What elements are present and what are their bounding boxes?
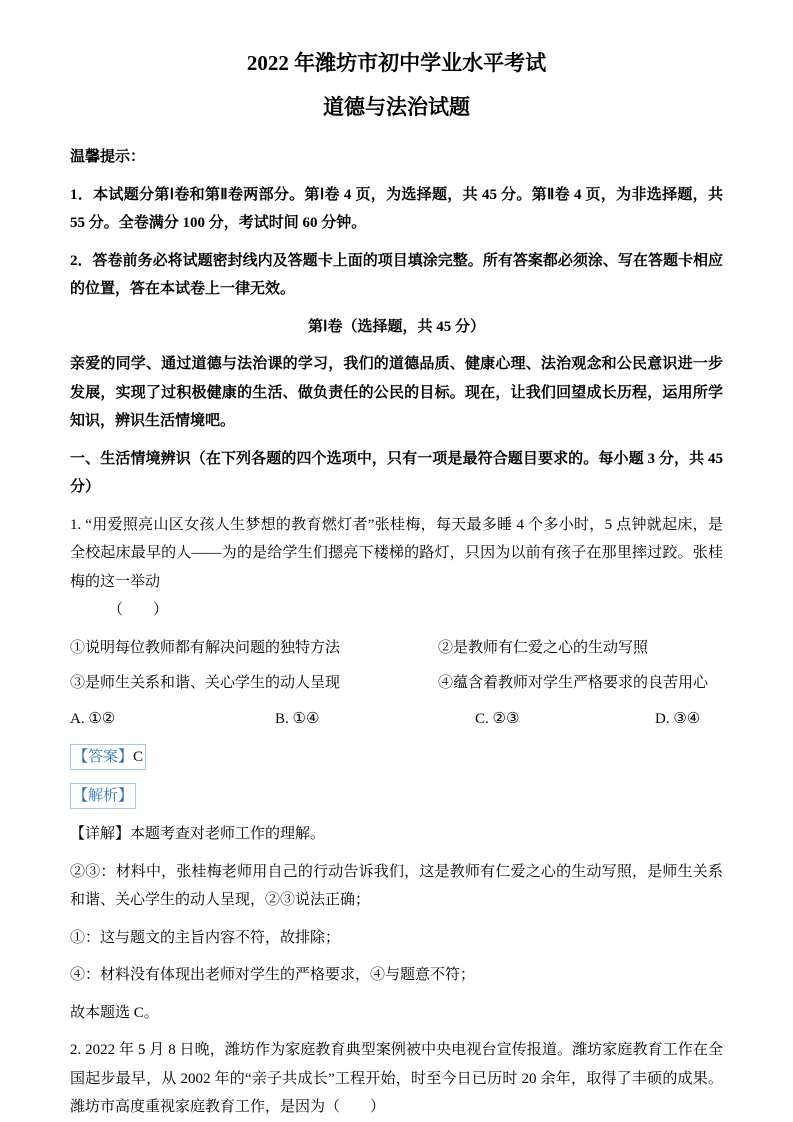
question-1-options-row-2 xyxy=(70,669,723,698)
option-2: ②是教师有仁爱之心的生动写照 xyxy=(438,639,649,656)
tips-heading: 温馨提示： xyxy=(70,149,146,165)
section1-heading: 第Ⅰ卷（选择题，共 45 分） xyxy=(308,318,485,335)
analysis-point-3: ④：材料没有体现出老师对学生的严格要求，④与题意不符； xyxy=(70,967,476,983)
intro-paragraph: 亲爱的同学、通过道德与法治课的学习，我们的道德品质、健康心理、法治观念和公民意识进一步发展，实现了过积极健康的生活、做负责任的公民的目标。现在，让我们回望成长历程，运用所学知识，辨识生活情境吧。 xyxy=(70,356,723,429)
analysis-line xyxy=(70,782,723,811)
question-1-options-row-1 xyxy=(70,634,723,663)
choice-c: C. ②③ xyxy=(475,710,520,727)
question-1-answer-blank: （ ） xyxy=(108,602,169,618)
analysis-point-2: ①：这与题文的主旨内容不符，故排除； xyxy=(70,929,341,946)
detail-paragraph: 【详解】本题考查对老师工作的理解。 xyxy=(70,826,326,842)
option-3: ③是师生关系和谐、关心学生的动人呈现 xyxy=(70,675,341,691)
analysis-point-1: ②③：材料中，张桂梅老师用自己的行动告诉我们，这是教师有仁爱之心的生动写照，是师生关系和谐、关心学生的动人呈现，②③说法正确； xyxy=(70,863,723,908)
answer-line xyxy=(70,743,723,772)
question-1-choices xyxy=(70,705,723,734)
exam-title: 2022 年潍坊市初中学业水平考试 xyxy=(246,51,547,75)
analysis-conclusion: 故本题选 C。 xyxy=(70,1004,159,1021)
question-2-stem: 2. 2022 年 5 月 8 日晚，潍坊作为家庭教育典型案例被中央电视台宣传报道。潍坊家庭教育工作在全国起步最早，从 2002 年的“亲子共成长”工程开始，时至今日已历时 20 余年，取得了丰硕的成果。潍坊市高度重视家庭教育工作，是因为（ ） xyxy=(70,1042,723,1115)
choice-d: D. ③④ xyxy=(655,710,701,727)
answer-box xyxy=(70,744,146,770)
question-1-stem: 1. “用爱照亮山区女孩人生梦想的教育燃灯者”张桂梅，每天最多睡 4 个多小时，5 点钟就起床，是全校起床最早的人——为的是给学生们摁亮下楼梯的路灯，只因为以前有孩子在那里摔过跤。张桂梅的这一举动 xyxy=(70,516,723,590)
choice-b: B. ①④ xyxy=(275,710,320,727)
part1-heading: 一、生活情境辨识（在下列各题的四个选项中，只有一项是最符合题目要求的。每小题 3 分，共 45 分） xyxy=(70,450,723,495)
option-4: ④蕴含着教师对学生严格要求的良苦用心 xyxy=(438,675,709,691)
tip-item-2: 2．答卷前务必将试题密封线内及答题卡上面的项目填涂完整。所有答案都必须涂、写在答题卡相应的位置，答在本试卷上一律无效。 xyxy=(70,252,723,297)
option-1: ①说明每位教师都有解决问题的独特方法 xyxy=(70,639,341,656)
choice-a: A. ①② xyxy=(70,710,116,727)
answer-value: C xyxy=(133,749,144,765)
tip-item-1: 1．本试题分第Ⅰ卷和第Ⅱ卷两部分。第Ⅰ卷 4 页，为选择题，共 45 分。第Ⅱ卷 4 页，为非选择题，共 55 分。全卷满分 100 分，考试时间 60 分钟。 xyxy=(70,186,723,231)
exam-subtitle: 道德与法治试题 xyxy=(323,94,470,119)
answer-label: 【答案】 xyxy=(73,749,134,765)
analysis-label: 【解析】 xyxy=(70,783,136,809)
